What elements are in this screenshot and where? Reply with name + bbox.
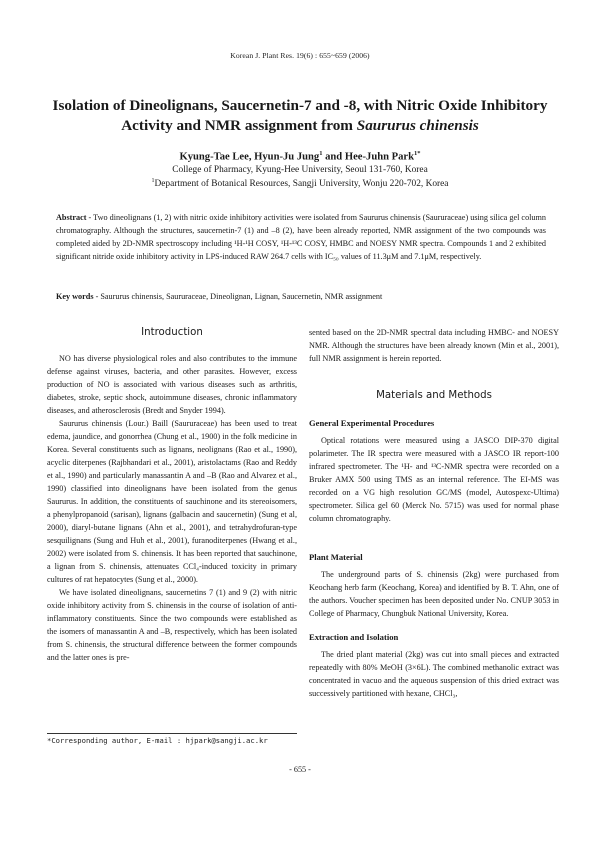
general-procedures-paragraph: Optical rotations were measured using a JASCO DIP-370 digital polarimeter. The IR spectra were measured with a JASCO IR report-100 infrared spectrometer. The ¹H- and ¹³C-NMR spectra were recorded on a Bruker AMX 500 using TMS as an internal reference. The EI-MS was recorded on a VG high resolution GC/MS (model, Autospexc-Ultima) spectrometer. Silica gel 60 (Merck No. 5715) was used for normal phase column chromatography. [309,436,559,523]
abstract-text: - Two dineolignans (1, 2) with nitric oxide inhibitory activities were isolated from Saururus chinensis (Saururaceae) using silica gel column chromatography. Although the structures, saucernetin-7 (1) and –8 (2), have been already reported, NMR assignment of the two compounds was completed aided by 2D-NMR spectroscopy including ¹H-¹H COSY, ¹H-¹³C COSY, HMBC and NOESY NMR spectra. Compounds 1 and 2 exhibited significant nitride oxide inhibitory activity in LPS-induced RAW 264.7 cells with IC₅₀ values of 11.3μM and 7.1μM, respectively. [56,213,546,261]
intro-paragraph-1: NO has diverse physiological roles and also contributes to the immune defense against viruses, bacteria, and other parasites. However, excess production of NO is associated with various diseases such as arthritis, diabetes, stroke, septic shock, autoimmune diseases, chronic inflammatory diseases, and atherosclerosis (Bredt and Snyder 1994). [47,354,297,415]
title-line-2 [40,116,560,136]
affiliation-2 [0,178,600,189]
abstract-label: Abstract [56,213,87,222]
keywords-label: Key words [56,292,94,301]
author-2: Hyun-Ju Jung [254,151,320,163]
page-number: - 655 - [289,765,311,774]
keywords [56,292,546,301]
affiliation-1: College of Pharmacy, Kyung-Hee University, Seoul 131-760, Korea [172,165,428,175]
author-1: Kyung-Tae Lee, [179,151,255,163]
methods-heading: Materials and Methods [376,390,492,401]
author-3-sup: 1* [414,150,421,157]
plant-material-heading: Plant Material [309,552,363,562]
abstract [56,212,546,264]
footnote-divider [47,733,297,734]
corresponding-author-footnote: *Corresponding author, E-mail : hjpark@sangji.ac.kr [47,736,268,745]
intro-continuation: sented based on the 2D-NMR spectral data including HMBC- and NOESY NMR. Although the structures have been already known (Min et al., 2001), full NMR assignment is herein reported. [309,328,559,363]
intro-paragraph-2: Saururus chinensis (Lour.) Baill (Saururaceae) has been used to treat edema, jaundice, and gonorrhea (Chung et al., 1900) in the folk medicine in Korea. Several constituents such as lignans, neolignans (Rao et al., 1990), acyclic diterpenes (Rajbhandari et al., 2001), aristolactams (Rao and Reddy et al., 1990) and particularly manassantin A and –B (Rao and Alvarez et al., 1990) classified into dineolignans have been isolated from the genus Saururus. In addition, the constituents of sauchinone and its stereoisomers, a phenylpropanoid (sarisan), lignans (galbacin and saucernetin) (Sung et al, 2000), diaryl-butane lignans (Ahn et al., 2001), and tetrahydrofuran-type sesquilignans (Sung and Huh et al., 2001), furanoditerpenes (Hwang et al., 2002) were isolated from S. chinensis. It has been reported that sauchinone, a lignan from S. chinensis, attenuates CCl₄-induced toxicity in primary cultures of rat hepatocytes (Sung et al., 2000). [47,419,297,584]
title-species: Saururus chinensis [356,117,479,134]
intro-paragraph-3: We have isolated dineolignans, saucernetins 7 (1) and 9 (2) with nitric oxide inhibitory activity from S. chinensis in the course of isolation of anti-inflammatory constituents. Since the two compounds were established as the isomers of manassantin A and –B, respectively, which has been isolated from S. chinensis, the structural difference between the former compounds and the latter ones is pre- [47,588,297,662]
affiliation-2-text: Department of Botanical Resources, Sangji University, Wonju 220-702, Korea [154,179,449,190]
plant-material-paragraph: The underground parts of S. chinensis (2kg) were purchased from Keochang herb farm (Keochang, Korea) and identified by B. T. Ahn, one of the authors. Voucher specimen has been deposited under No. CNUP 3053 in College of Pharmacy, Chungbuk National University, Korea. [309,570,559,618]
author-3: Hee-Juhn Park [344,151,415,163]
extraction-paragraph: The dried plant material (2kg) was cut into small pieces and extracted repeatedly with 80% MeOH (3×6L). The combined methanolic extract was concentrated in vacuo and the aqueous suspension of this dried extract was successively partitioned with hexane, CHCl₃, [309,650,559,698]
author-list [0,150,600,163]
title-line-2-text: Activity and NMR assignment from [121,117,357,134]
extraction-heading: Extraction and Isolation [309,632,399,642]
title-line-1: Isolation of Dineolignans, Saucernetin-7 and -8, with Nitric Oxide Inhibitory [52,97,548,114]
keywords-text: - Saururus chinensis, Saururaceae, Dineolignan, Lignan, Saucernetin, NMR assignment [93,292,383,301]
plant-material-text [309,568,559,620]
general-procedures-text [309,434,559,525]
affiliation-2-sup: 1 [151,178,155,184]
journal-citation: Korean J. Plant Res. 19(6) : 655~659 (2006) [230,51,370,60]
paper-title [40,96,560,136]
introduction-body [47,352,297,664]
general-procedures-heading: General Experimental Procedures [309,418,435,428]
author-join: and [322,151,345,163]
introduction-continued [309,326,559,365]
author-2-sup: 1 [319,150,323,157]
extraction-text [309,648,559,700]
introduction-heading: Introduction [141,327,203,338]
